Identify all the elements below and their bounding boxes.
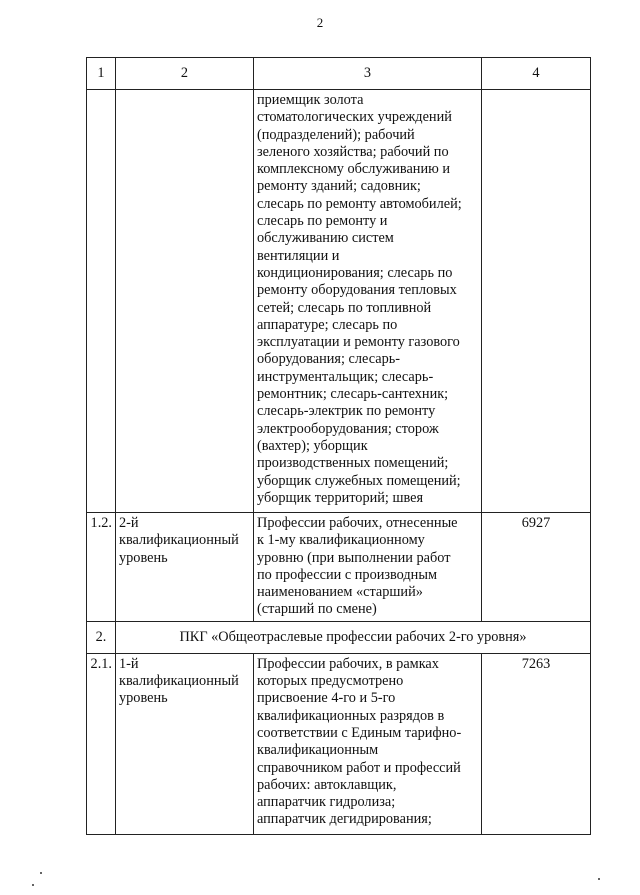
desc-line: аппаратчик дегидрирования; (257, 811, 432, 828)
scan-speck (598, 878, 600, 880)
desc-line: ремонту зданий; садовник; (257, 178, 421, 195)
desc-line: ремонту оборудования тепловых (257, 282, 457, 299)
table-row-1-2 (87, 513, 591, 622)
desc-line: аппаратуре; слесарь по (257, 316, 398, 333)
desc-line: кондиционирования; слесарь по (257, 264, 453, 281)
table-header-row (87, 58, 591, 90)
desc-line: сетей; слесарь по топливной (257, 299, 432, 316)
desc-line: инструментальщик; слесарь- (257, 368, 434, 385)
desc-line: справочником работ и профессий (257, 759, 461, 776)
row-number: 1.2. (87, 513, 116, 622)
continued-level-cell (116, 90, 254, 513)
desc-line: слесарь-электрик по ремонту (257, 403, 436, 420)
desc-line: аппаратчик гидролиза; (257, 794, 396, 811)
table-row-section-2 (87, 621, 591, 653)
desc-line: вентиляции и (257, 247, 340, 264)
continued-desc-cell (254, 90, 482, 513)
profession-description (254, 513, 482, 622)
section-number: 2. (87, 621, 116, 653)
tariff-table (86, 57, 591, 835)
level-line: квалификационный (119, 673, 239, 690)
profession-description (254, 653, 482, 834)
header-col-1: 1 (87, 58, 116, 90)
desc-line: рабочих: автоклавщик, (257, 776, 397, 793)
level-line: 2-й (119, 515, 139, 531)
desc-line: электрооборудования; сторож (257, 420, 439, 437)
desc-line: уровню (при выполнении работ (257, 549, 451, 566)
desc-line: ремонтник; слесарь-сантехник; (257, 386, 449, 403)
desc-line: эксплуатации и ремонту газового (257, 334, 460, 351)
desc-line: присвоение 4-го и 5-го (257, 690, 396, 707)
desc-line: (старший по смене) (257, 601, 377, 618)
desc-line: (вахтер); уборщик (257, 437, 368, 454)
header-col-2: 2 (116, 58, 254, 90)
desc-line: уборщик территорий; швея (257, 489, 424, 506)
desc-line: стоматологических учреждений (257, 109, 452, 126)
desc-line: Профессии рабочих, отнесенные (257, 515, 458, 531)
continued-value-cell (482, 90, 591, 513)
level-line: уровень (119, 549, 168, 566)
salary-value: 6927 (482, 513, 591, 622)
header-col-4: 4 (482, 58, 591, 90)
qualification-level (116, 653, 254, 834)
desc-line: к 1-му квалификационному (257, 532, 425, 549)
desc-line: оборудования; слесарь- (257, 351, 401, 368)
row-number: 2.1. (87, 653, 116, 834)
desc-line: квалификационных разрядов в (257, 707, 445, 724)
desc-line: квалификационным (257, 742, 379, 759)
scan-speck (40, 872, 42, 874)
level-line: 1-й (119, 655, 139, 672)
desc-line: соответствии с Единым тарифно- (257, 724, 462, 741)
desc-line: приемщик золота (257, 92, 364, 108)
level-line: уровень (119, 690, 168, 707)
scan-speck (32, 884, 34, 886)
desc-line: слесарь по ремонту и (257, 213, 388, 230)
desc-line: Профессии рабочих, в рамках (257, 655, 439, 672)
section-title: ПКГ «Общеотраслевые профессии рабочих 2-го уровня» (116, 621, 591, 653)
table-row-2-1 (87, 653, 591, 834)
desc-line: уборщик служебных помещений; (257, 472, 461, 489)
table-row-continued (87, 90, 591, 513)
level-line: квалификационный (119, 532, 239, 549)
desc-line: производственных помещений; (257, 455, 449, 472)
desc-line: которых предусмотрено (257, 673, 404, 690)
desc-line: зеленого хозяйства; рабочий по (257, 143, 449, 160)
salary-value: 7263 (482, 653, 591, 834)
desc-line: наименованием «старший» (257, 584, 423, 601)
desc-line: обслуживанию систем (257, 230, 394, 247)
desc-line: комплексному обслуживанию и (257, 161, 451, 178)
desc-line: по профессии с производным (257, 566, 437, 583)
continued-num-cell (87, 90, 116, 513)
qualification-level (116, 513, 254, 622)
desc-line: (подразделений); рабочий (257, 126, 415, 143)
header-col-3: 3 (254, 58, 482, 90)
desc-line: слесарь по ремонту автомобилей; (257, 195, 462, 212)
page-number: 2 (316, 15, 324, 30)
